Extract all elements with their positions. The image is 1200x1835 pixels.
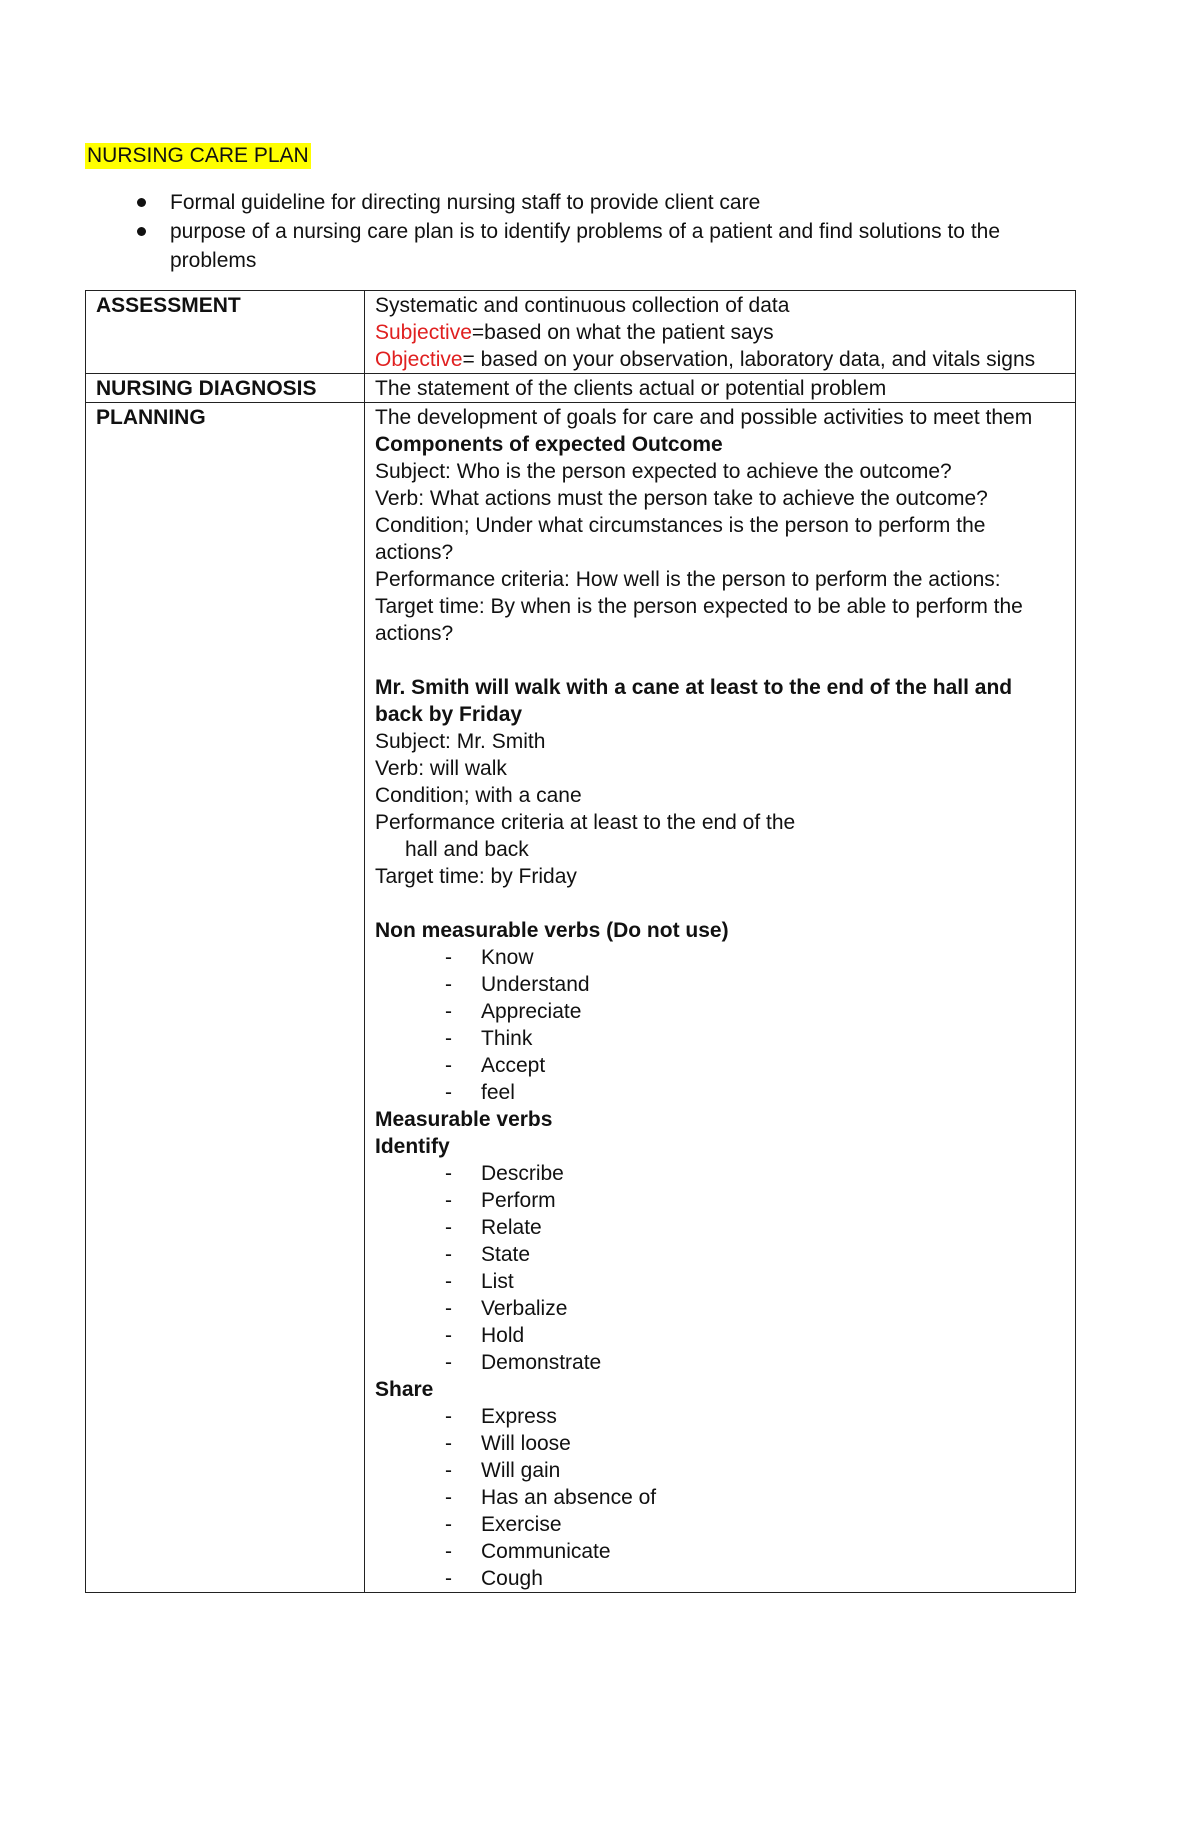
planning-definition: The development of goals for care and possible activities to meet them <box>375 406 1033 429</box>
verb-list-item <box>375 1295 1065 1322</box>
verb-list-item <box>375 1187 1065 1214</box>
identify-heading: Identify <box>375 1135 450 1158</box>
verb-list-item <box>375 1538 1065 1565</box>
dash-marker: - <box>445 973 452 996</box>
example-criteria-continued: hall and back <box>405 838 529 861</box>
verb-text: Relate <box>481 1216 542 1239</box>
component-item: Condition; Under what circumstances is the person to perform the actions? <box>375 514 986 564</box>
dash-marker: - <box>445 1189 452 1212</box>
verb-list-item <box>375 1403 1065 1430</box>
planning-label: PLANNING <box>86 403 365 1593</box>
subjective-line <box>375 319 1065 346</box>
table-row-diagnosis <box>86 374 1076 403</box>
dash-marker: - <box>445 1351 452 1374</box>
verb-text: Accept <box>481 1054 546 1077</box>
components-heading: Components of expected Outcome <box>375 433 723 456</box>
component-item: Verb: What actions must the person take to achieve the outcome? <box>375 487 988 510</box>
verb-list-item <box>375 1511 1065 1538</box>
care-plan-table <box>85 290 1076 1593</box>
verb-list-item <box>375 1430 1065 1457</box>
assessment-definition: Systematic and continuous collection of data <box>375 294 790 317</box>
dash-marker: - <box>445 1270 452 1293</box>
example-condition: Condition; with a cane <box>375 784 582 807</box>
identify-list <box>375 1160 1065 1376</box>
verb-text: Perform <box>481 1189 556 1212</box>
verb-list-item <box>375 998 1065 1025</box>
dash-marker: - <box>445 1405 452 1428</box>
bullet-item: Formal guideline for directing nursing staff to provide client care <box>170 188 1030 217</box>
verb-list-item <box>375 1565 1065 1592</box>
verb-text: Will gain <box>481 1459 561 1482</box>
component-item: Subject: Who is the person expected to achieve the outcome? <box>375 460 952 483</box>
dash-marker: - <box>445 1513 452 1536</box>
example-verb: Verb: will walk <box>375 757 507 780</box>
verb-text: feel <box>481 1081 515 1104</box>
dash-marker: - <box>445 1243 452 1266</box>
verb-text: Exercise <box>481 1513 562 1536</box>
subjective-term: Subjective <box>375 321 472 344</box>
verb-list-item <box>375 1079 1065 1106</box>
verb-text: Express <box>481 1405 557 1428</box>
verb-list-item <box>375 1025 1065 1052</box>
dash-marker: - <box>445 1486 452 1509</box>
spacer <box>375 647 1065 674</box>
verb-text: Understand <box>481 973 590 996</box>
verb-text: Know <box>481 946 534 969</box>
example-criteria: Performance criteria at least to the end of the <box>375 811 796 834</box>
component-item: Performance criteria: How well is the person to perform the actions: <box>375 568 1001 591</box>
objective-term: Objective <box>375 348 463 371</box>
dash-marker: - <box>445 1540 452 1563</box>
dash-marker: - <box>445 1000 452 1023</box>
verb-text: State <box>481 1243 531 1266</box>
dash-marker: - <box>445 1432 452 1455</box>
share-list <box>375 1403 1065 1592</box>
verb-list-item <box>375 971 1065 998</box>
verb-text: Think <box>481 1027 533 1050</box>
verb-text: List <box>481 1270 514 1293</box>
dash-marker: - <box>445 1081 452 1104</box>
dash-marker: - <box>445 1459 452 1482</box>
dash-marker: - <box>445 1162 452 1185</box>
verb-list-item <box>375 1349 1065 1376</box>
assessment-label: ASSESSMENT <box>86 291 365 374</box>
planning-content <box>365 403 1076 1593</box>
dash-marker: - <box>445 1054 452 1077</box>
assessment-content <box>365 291 1076 374</box>
verb-list-item <box>375 1268 1065 1295</box>
dash-marker: - <box>445 1567 452 1590</box>
verb-list-item <box>375 1160 1065 1187</box>
verb-text: Describe <box>481 1162 564 1185</box>
example-heading: Mr. Smith will walk with a cane at least to the end of the hall and back by Friday <box>375 676 1013 726</box>
intro-bullet-list <box>170 188 1030 275</box>
subjective-text: =based on what the patient says <box>471 321 774 344</box>
table-row-planning <box>86 403 1076 1593</box>
dash-marker: - <box>445 946 452 969</box>
dash-marker: - <box>445 1297 452 1320</box>
verb-text: Demonstrate <box>481 1351 602 1374</box>
bullet-item: purpose of a nursing care plan is to identify problems of a patient and find solutions to the problems <box>170 217 1030 275</box>
verb-text: Communicate <box>481 1540 611 1563</box>
verb-text: Will loose <box>481 1432 571 1455</box>
verb-list-item <box>375 944 1065 971</box>
example-subject: Subject: Mr. Smith <box>375 730 546 753</box>
objective-text: = based on your observation, laboratory data, and vitals signs <box>462 348 1036 371</box>
dash-marker: - <box>445 1324 452 1347</box>
verb-list-item <box>375 1214 1065 1241</box>
verb-text: Appreciate <box>481 1000 582 1023</box>
verb-text: Has an absence of <box>481 1486 657 1509</box>
diagnosis-label: NURSING DIAGNOSIS <box>86 374 365 403</box>
verb-list-item <box>375 1052 1065 1079</box>
measurable-heading: Measurable verbs <box>375 1108 553 1131</box>
verb-list-item <box>375 1484 1065 1511</box>
spacer <box>375 890 1065 917</box>
example-target: Target time: by Friday <box>375 865 577 888</box>
component-item: Target time: By when is the person expected to be able to perform the actions? <box>375 595 1023 645</box>
share-heading: Share <box>375 1378 434 1401</box>
verb-list-item <box>375 1457 1065 1484</box>
dash-marker: - <box>445 1027 452 1050</box>
objective-line <box>375 346 1065 373</box>
verb-text: Cough <box>481 1567 543 1590</box>
verb-text: Verbalize <box>481 1297 568 1320</box>
diagnosis-definition: The statement of the clients actual or potential problem <box>365 374 1076 403</box>
document-title: NURSING CARE PLAN <box>87 144 309 167</box>
verb-list-item <box>375 1241 1065 1268</box>
dash-marker: - <box>445 1216 452 1239</box>
verb-text: Hold <box>481 1324 525 1347</box>
table-row-assessment <box>86 291 1076 374</box>
verb-list-item <box>375 1322 1065 1349</box>
non-measurable-heading: Non measurable verbs (Do not use) <box>375 919 729 942</box>
non-measurable-list <box>375 944 1065 1106</box>
